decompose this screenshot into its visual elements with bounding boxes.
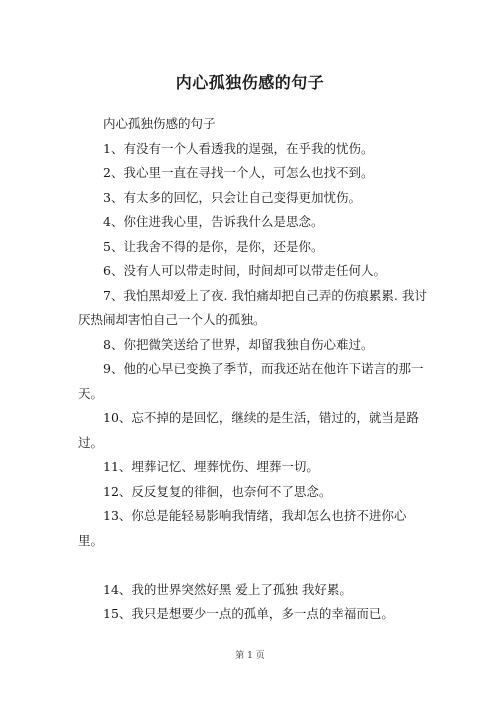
sentence-line-8: 8、你把微笑送给了世界，却留我独自伤心难过。 [103, 336, 374, 352]
sentence-line-4: 4、你住进我心里，告诉我什么是思念。 [103, 214, 324, 229]
sentence-line-6: 6、没有人可以带走时间，时间却可以带走任何人。 [103, 263, 386, 278]
sentence-line-14: 14、我的世界突然好黑 爱上了孤独 我好累。 [103, 581, 352, 597]
sentence-line-3: 3、有太多的回忆，只会让自己变得更加忧伤。 [103, 189, 361, 205]
document-body [78, 112, 430, 627]
sentence-line-10: 10、忘不掉的是回忆，继续的是生活，错过的，就当是路过。 [78, 410, 419, 450]
page-number: 第 1 页 [235, 651, 265, 661]
page-title: 内心孤独伤感的句子 [175, 73, 325, 92]
sentence-line-12: 12、反反复复的徘徊，也奈何不了思念。 [103, 483, 332, 499]
sentence-line-7: 7、我怕黑却爱上了夜. 我怕痛却把自己弄的伤痕累累. 我讨厌热闹却害怕自己一个人的孤独。 [78, 287, 427, 327]
sentence-line-9: 9、他的心早已变换了季节，而我还站在他许下诺言的那一天。 [78, 361, 424, 401]
sentence-line-11: 11、埋葬记忆、埋葬忧伤、埋葬一切。 [103, 459, 319, 474]
sentence-line-1: 1、有没有一个人看透我的逞强，在乎我的忧伤。 [103, 140, 374, 156]
sentence-line-2: 2、我心里一直在寻找一个人，可怎么也找不到。 [103, 165, 374, 180]
sentence-line-15: 15、我只是想要少一点的孤单，多一点的幸福而已。 [103, 606, 394, 621]
subtitle-line: 内心孤独伤感的句子 [103, 116, 216, 131]
sentence-line-13: 13、你总是能轻易影响我情绪，我却怎么也挤不进你心里。 [78, 508, 407, 548]
sentence-line-5: 5、让我舍不得的是你，是你，还是你。 [103, 238, 324, 254]
blank-line [78, 553, 430, 578]
